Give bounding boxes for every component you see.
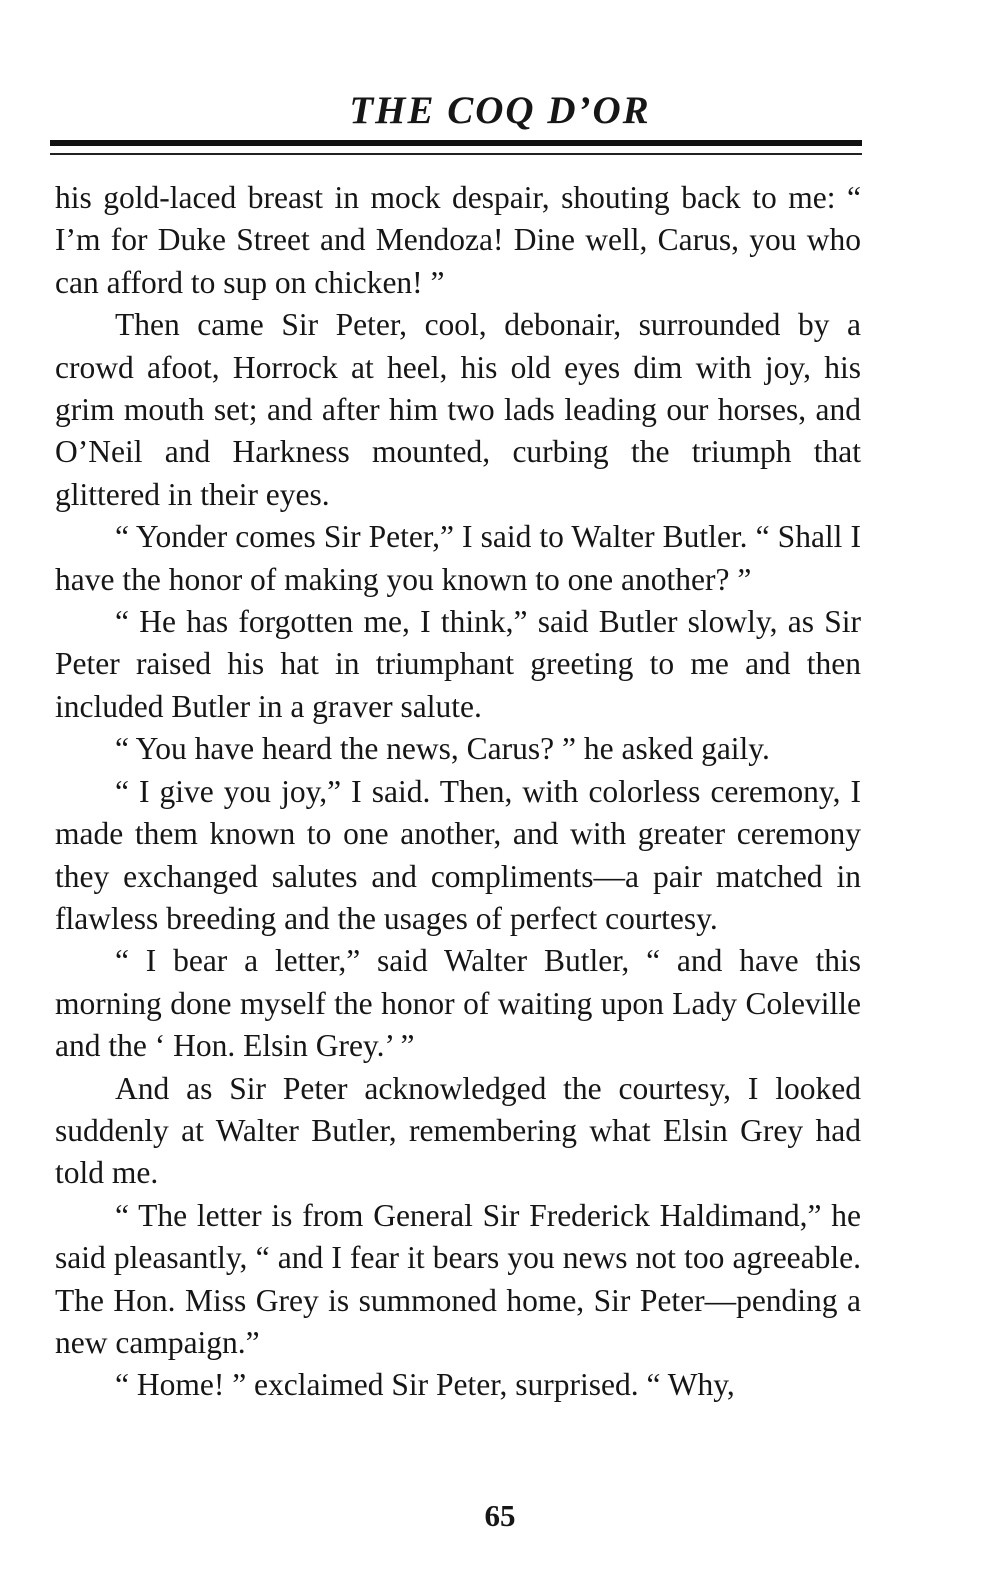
paragraph-3: “ Yonder comes Sir Peter,” I said to Walter Butler. “ Shall I have the honor of making you known to one another? ” <box>55 519 861 597</box>
paragraph-8: And as Sir Peter acknowledged the courtesy, I looked suddenly at Walter Butler, remembering what Elsin Grey had told me. <box>55 1070 861 1191</box>
body-text <box>55 177 861 1407</box>
paragraph-7: “ I bear a letter,” said Walter Butler, “ and have this morning done myself the honor of waiting upon Lady Coleville and the ‘ Hon. Elsin Grey.’ ” <box>55 943 861 1064</box>
page-number: 65 <box>484 1498 516 1533</box>
paragraph-6: “ I give you joy,” I said. Then, with colorless ceremony, I made them known to one another, and with greater ceremony they exchanged salutes and compliments—a pair matched in flawless breeding and the usages of perfect courtesy. <box>55 773 861 936</box>
header-rule-thin <box>50 153 862 155</box>
paragraph-1: his gold-laced breast in mock despair, shouting back to me: “ I’m for Duke Street and Mendoza! Dine well, Carus, you who can afford to sup on chicken! ” <box>55 180 861 300</box>
paragraph-2: Then came Sir Peter, cool, debonair, surrounded by a crowd afoot, Horrock at heel, his old eyes dim with joy, his grim mouth set; and after him two lads leading our horses, and O’Neil and Harkness mounted, curbing the triumph that glittered in their eyes. <box>55 307 861 512</box>
paragraph-10: “ Home! ” exclaimed Sir Peter, surprised. “ Why, <box>115 1367 735 1403</box>
paragraph-5: “ You have heard the news, Carus? ” he asked gaily. <box>115 731 770 767</box>
paragraph-9: “ The letter is from General Sir Frederick Haldimand,” he said pleasantly, “ and I fear it bears you news not too agreeable. The Hon. Miss Grey is summoned home, Sir Peter—pending a new campaign.” <box>55 1197 861 1360</box>
running-title: THE COQ D’OR <box>349 89 651 132</box>
header-rule-thick <box>50 140 862 146</box>
paragraph-4: “ He has forgotten me, I think,” said Butler slowly, as Sir Peter raised his hat in triumphant greeting to me and then included Butler in a graver salute. <box>55 604 861 724</box>
